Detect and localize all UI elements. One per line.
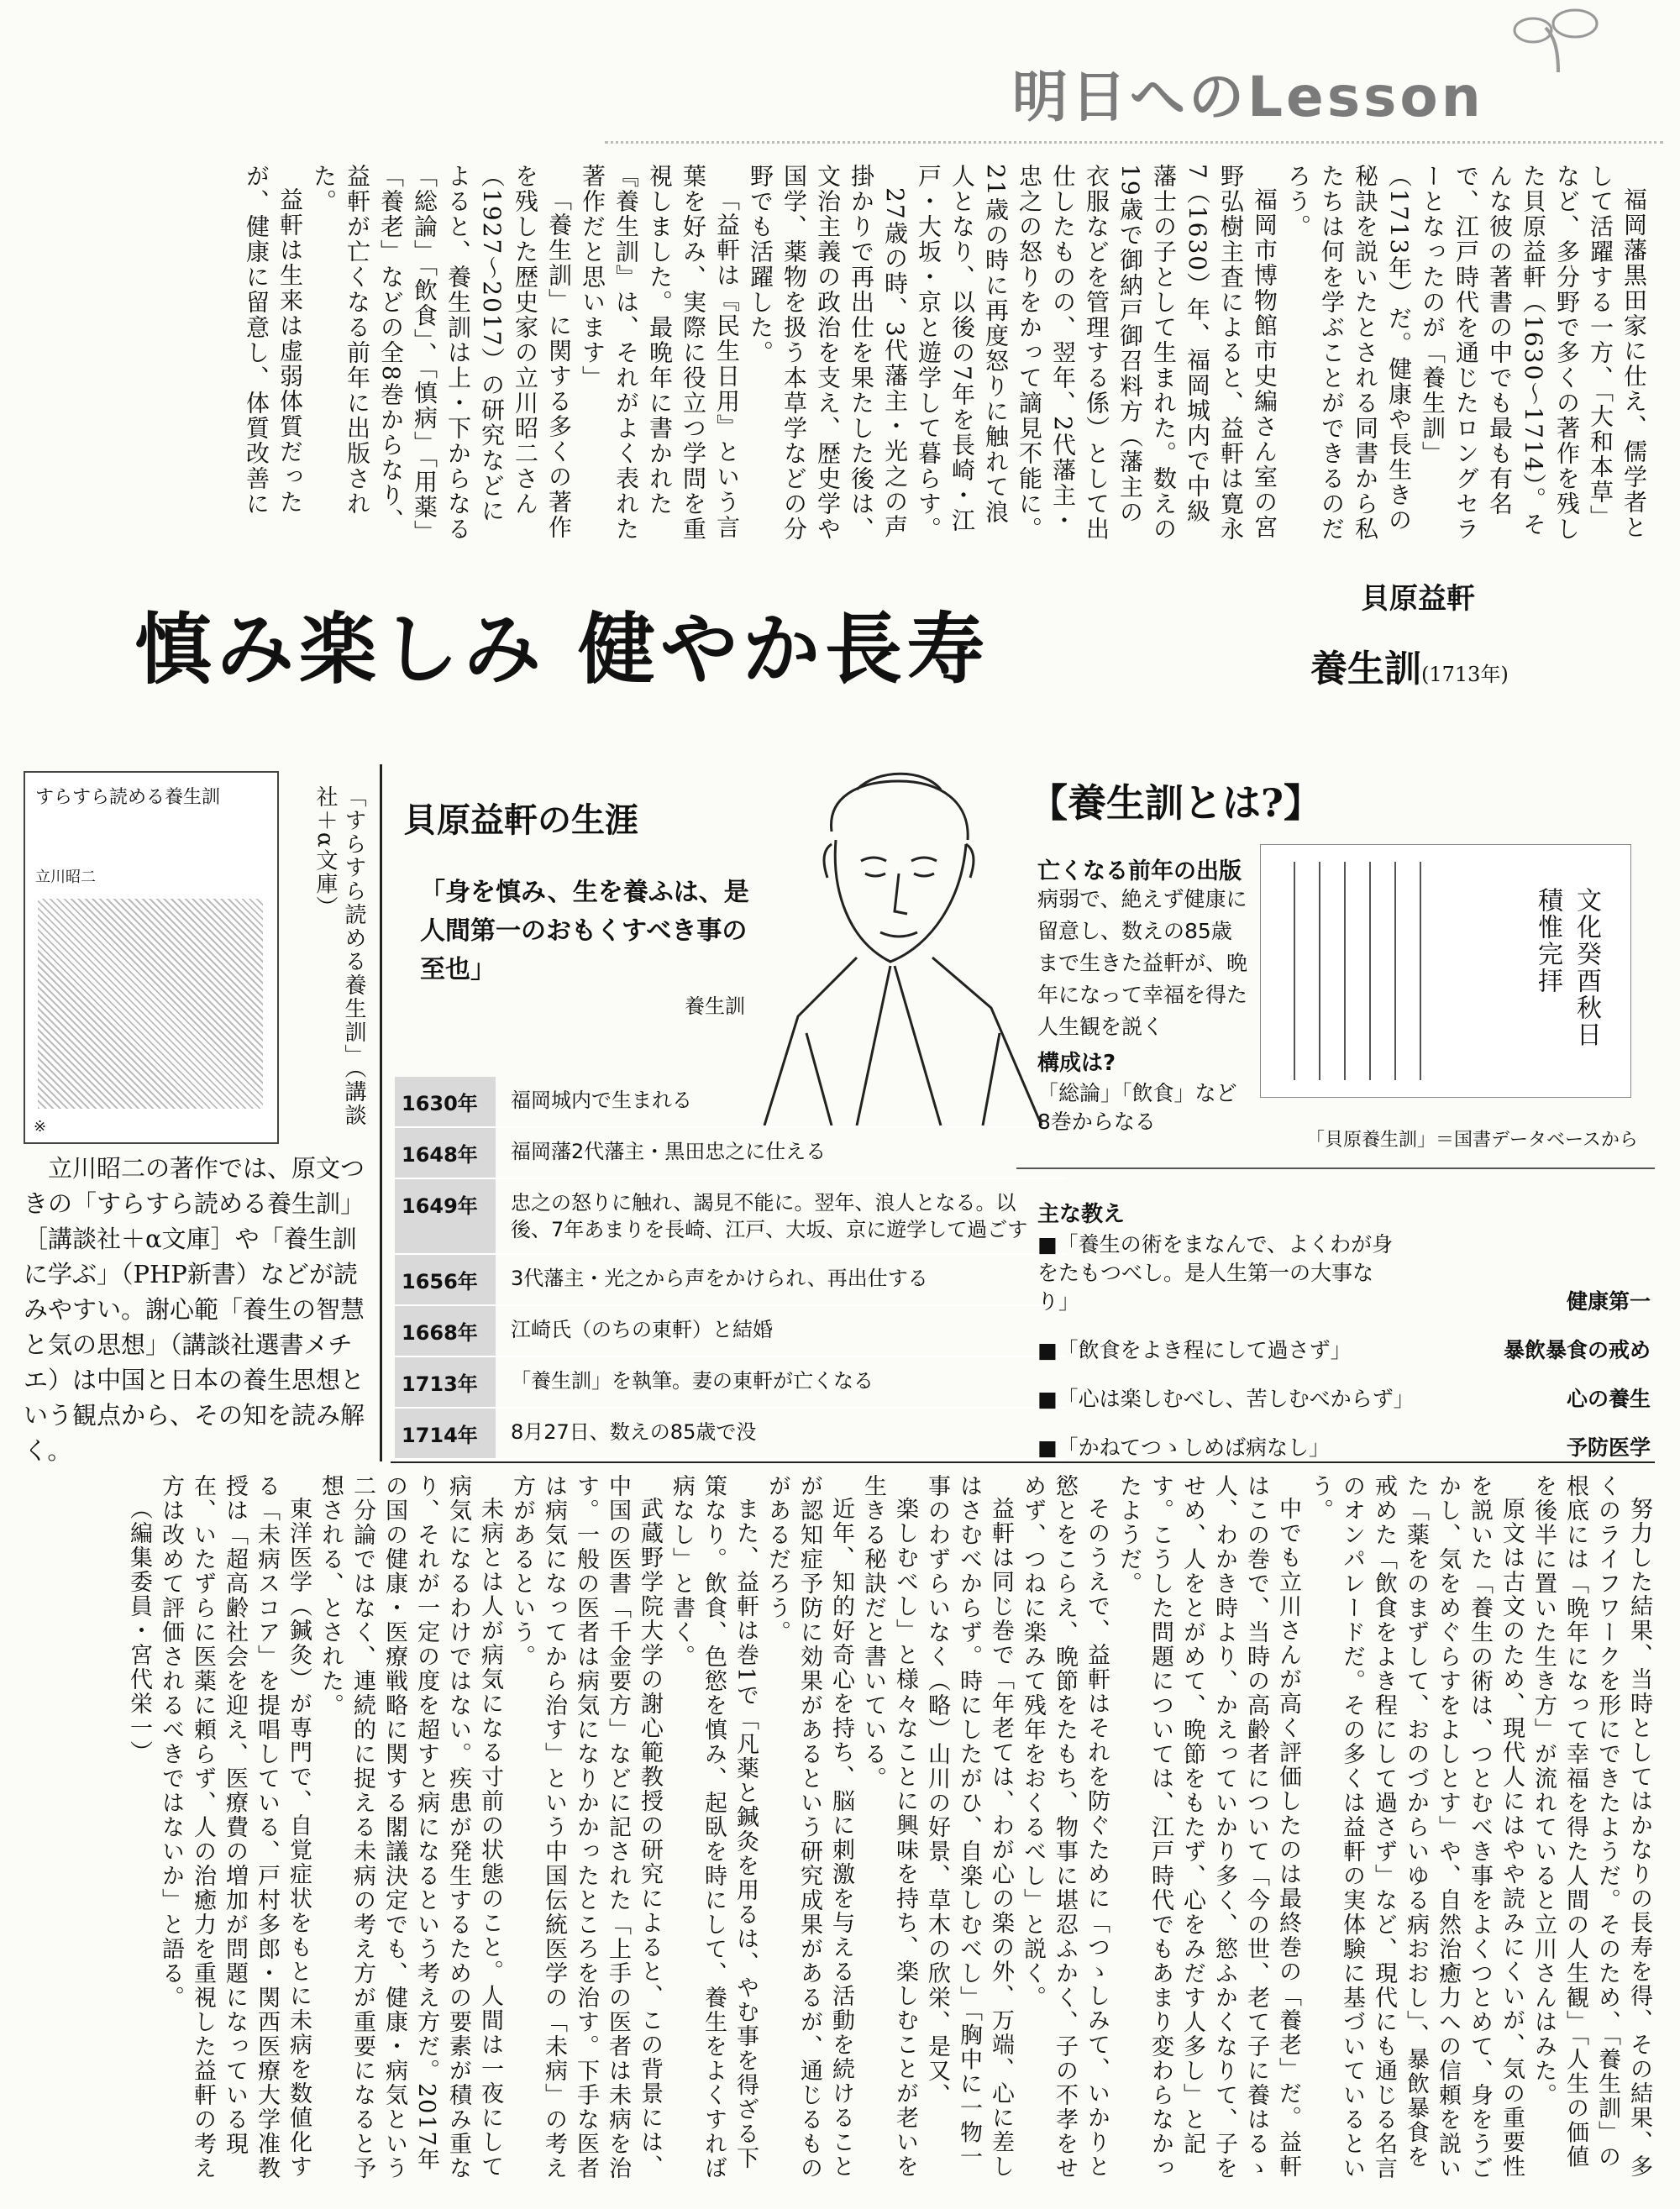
timeline-event: 福岡城内で生まれる <box>511 1089 692 1112</box>
teaching-item <box>1037 1230 1651 1316</box>
bottom-paragraph: 近年、知的好奇心を持ち、脳に刺激を与える活動を続けることが認知症予防に効果があるという研究成果があるが、通じるものがあるだろう。 <box>764 1474 854 2180</box>
scan-line: 文化癸酉秋日 <box>1572 887 1601 1048</box>
timeline-year: 1648年 <box>395 1128 496 1178</box>
bottom-paragraph: 楽しむべし」と様々なことに興味を持ち、楽しむことが老いを生きる秘訣だと書いている。 <box>860 1474 918 2179</box>
teaching-label: 予防医学 <box>1566 1435 1651 1460</box>
portrait-illustration <box>731 764 1050 1125</box>
headline: 慎み楽しみ 健やか長寿 <box>134 604 990 695</box>
teaching-quote: ■「飲食をよき程にして過さず」 <box>1037 1338 1352 1362</box>
top-paragraph: 「養生訓」に関する多くの著作を残した歴史家の立川昭二さん（1927〜2017）の研究などによると、養生訓は上・下からなる「総論」「飲食」、「慎病」「用薬」「養老」などの全8巻からなり、益軒が亡くなる前年に出版された。 <box>310 164 573 542</box>
timeline-row <box>395 1255 1067 1306</box>
timeline-year: 1714年 <box>395 1409 496 1458</box>
bottom-paragraph: そのうえで、益軒はそれを防ぐために「つゝしみて、いかりと慾とをこらえ、晩節をたもち、物事に堪忍ふかく、子の不孝をせめず、つねに楽みて残年をおくるべし」と説く。 <box>1020 1474 1110 2180</box>
scan-text <box>1528 862 1605 1048</box>
scan-left-page <box>1269 853 1454 1089</box>
sprout-icon <box>1495 7 1621 74</box>
timeline-row <box>395 1409 1067 1460</box>
top-paragraph: 27歳の時、3代藩主・光之の声掛かりで再出仕を果たした後は、文治主義の政治を支え、歴史学や国学、薬物を扱う本草学などの分野でも活躍した。 <box>747 164 909 542</box>
bottom-paragraph: 中でも立川さんが高く評価したのは最終巻の「養老」だ。益軒はこの巻で、当時の高齢者について「今の世、老て子に養はるゝ人、わかき時より、かえっていかり多く、慾ふかくなりて、子をせめ、人をとがめて、晩節をもたず、心をみだす人多し」と記す。こうした問題については、江戸時代でもあまり変わらなかったようだ。 <box>1116 1474 1301 2180</box>
book-cover-mark: ※ <box>34 1118 47 1136</box>
top-paragraph: 益軒は生来は虚弱体質だったが、健康に留意し、体質改善に <box>243 164 304 517</box>
top-article <box>17 164 1651 542</box>
column-divider <box>380 764 382 1461</box>
timeline-row <box>395 1306 1067 1357</box>
timeline-row <box>395 1179 1067 1255</box>
yojokun-subtitle: 亡くなる前年の出版 <box>1037 858 1242 884</box>
timeline-year: 1668年 <box>395 1306 496 1356</box>
quote-source: 養生訓 <box>685 994 745 1018</box>
timeline-year: 1630年 <box>395 1077 496 1126</box>
bottom-paragraph: 未病とは人が病気になる寸前の状態のこと。人間は一夜にして病気になるわけではない。疾患が発生するための要素が積み重なり、それが一定の度を超すと病になるという考え方だ。2017年の国の健康・医療戦略に関する閣議決定でも、健康・病気という二分論ではなく、連続的に捉える未病の考え方が重要になると予想される、とされた。 <box>318 1474 503 2180</box>
teaching-item <box>1037 1434 1651 1462</box>
scan-line: 積惟完拝 <box>1533 887 1562 994</box>
timeline-event: 3代藩主・光之から声をかけられ、再出仕する <box>511 1267 928 1290</box>
teaching-label: 暴飲暴食の戒め <box>1503 1338 1651 1362</box>
biography-title: 貝原益軒の生涯 <box>403 800 638 840</box>
book-cover-image <box>24 771 279 1144</box>
teaching-item <box>1037 1385 1651 1414</box>
top-paragraph: 福岡藩黒田家に仕え、儒学者として活躍する一方、「大和本草」など、多分野で多くの著作を残した貝原益軒（1630〜1714）。そんな彼の著書の中でも最も有名で、江戸時代を通じたロングセラーとなったのが「養生訓」（1713年）だ。健康や長生きの秘訣を説いたとされる同書から私たちは何を学ぶことができるのだろう。 <box>1284 164 1648 542</box>
timeline-event: 福岡藩2代藩主・黒田忠之に仕える <box>511 1140 827 1163</box>
book-year: (1713年) <box>1421 663 1509 686</box>
teachings-list <box>1037 1230 1651 1482</box>
timeline-event: 「養生訓」を執筆。妻の東軒が亡くなる <box>511 1369 874 1393</box>
teaching-item <box>1037 1336 1651 1365</box>
series-title: 明日へのLesson <box>1012 65 1484 129</box>
book-cover-pattern <box>38 899 263 1109</box>
teaching-label: 心の養生 <box>1566 1387 1651 1411</box>
timeline-row <box>395 1077 1067 1128</box>
yojokun-question: 構成は? <box>1037 1051 1116 1076</box>
timeline-year: 1649年 <box>395 1179 496 1253</box>
yojokun-scan-image <box>1260 844 1631 1098</box>
teachings-title: 主な教え <box>1037 1202 1126 1227</box>
byline: （編集委員・宮代栄一） <box>126 1497 152 1765</box>
bottom-paragraph: また、益軒は巻1で「凡薬と鍼灸を用るは、やむ事を得ざる下策なり。飲食、色慾を慎み、起臥を時にして、養生をよくすれば病なし」と書く。 <box>669 1474 759 2180</box>
book-title-text: 養生訓 <box>1310 648 1421 690</box>
bottom-paragraph: 努力した結果、当時としてはかなりの長寿を得、その結果、多くのライフワークを形にできたようだ。そのため、「養生訓」の根底には「晩年になって幸福を得た人間の人生観」「人生の価値を後半に置いた生き方」が流れていると立川さんはみた。 <box>1530 1474 1652 2179</box>
teaching-quote: ■「心は楽しむべし、苦しむべからず」 <box>1037 1387 1415 1411</box>
bottom-paragraph: 原文は古文のため、現代人にはやや読みにくいが、気の重要性を説いた「養生の術は、つとむべき事をよくつとめて、身をうごかし、気をめぐらすをよしとす」や、自然治癒力への信頼を説いた「薬をのまずして、おのづからいゆる病おおし」、暴飲暴食を戒めた「飲食をよき程にして過さず」など、現代にも通じる名言のオンパレードだ。その多くは益軒の実体験に基づいているという。 <box>1307 1474 1525 2180</box>
timeline-year: 1656年 <box>395 1255 496 1304</box>
teaching-quote: ■「養生の術をまなんで、よくわが身をたもつべし。是人生第一の大事なり」 <box>1037 1232 1394 1314</box>
yojokun-title: 【養生訓とは?】 <box>1029 780 1322 826</box>
author-name: 貝原益軒 <box>1361 582 1475 616</box>
biography-quote: 「身を慎み、生を養ふは、是人間第一のおもくすべき事の至也」 <box>420 878 749 984</box>
timeline-year: 1713年 <box>395 1357 496 1407</box>
reading-guide-text: 立川昭二の著作では、原文つきの「すらすら読める養生訓」［講談社＋α文庫］や「養生訓に学ぶ」（PHP新書）などが読みやすい。謝心範「養生の智慧と気の思想」（講談社選書メチエ）は中国と日本の養生思想という観点から、その知を読み解く。 <box>24 1154 365 1465</box>
timeline-event: 忠之の怒りに触れ、謁見不能に。翌年、浪人となる。以後、7年あまりを長崎、江戸、大坂、京に遊学して過ごす <box>511 1191 1028 1241</box>
top-paragraph: 「益軒は『民生日用』という言葉を好み、実際に役立つ学問を重視しました。最晩年に書かれた『養生訓』は、それがよく表れた著作だと思います」 <box>579 164 741 542</box>
book-cover-title: すらすら読める養生訓 <box>35 787 221 808</box>
reading-guide <box>24 1151 376 1468</box>
biography-timeline <box>395 1077 1067 1460</box>
scan-caption: 「貝原養生訓」＝国書データベースから <box>1306 1130 1638 1151</box>
bottom-article <box>126 1474 1655 2184</box>
timeline-row <box>395 1128 1067 1179</box>
book-caption: 「すらすら読める養生訓」（講談社＋α文庫） <box>312 785 366 1127</box>
timeline-event: 8月27日、数えの85歳で没 <box>511 1420 757 1444</box>
book-title <box>1310 638 1509 692</box>
book-cover-author: 立川昭二 <box>35 868 96 886</box>
top-paragraph: 福岡市博物館市史編さん室の宮野弘樹主査によると、益軒は寛永7（1630）年、福岡城内で中級藩士の子として生まれた。数えの19歳で御納戸御召料方（藩主の衣服などを管理する係）として出仕したものの、翌年、2代藩主・忠之の怒りをかって謫見不能に。21歳の時に再度怒りに触れて浪人となり、以後の7年を長崎・江戸・大坂・京と遊学して暮らす。 <box>915 164 1278 542</box>
bottom-paragraph: 東洋医学（鍼灸）が専門で、自覚症状をもとに未病を数値化する「未病スコア」を提唱している、戸村多郎・関西医療大学准教授は「超高齢社会を迎え、医療費の増加が問題になっている現在、いたずらに医薬に頼らず、人の治癒力を重視した益軒の考え方は改めて評価されるべきではないか」と語る。 <box>158 1474 312 2180</box>
bottom-paragraph: 武蔵野学院大学の謝心範教授の研究によると、この背景には、中国の医書「千金要方」などに記された「上手の医者は未病を治す。一般の医者は病気になりかかったところを治す。下手な医者は病気になってから治す」という中国伝統医学の「未病」の考え方があるという。 <box>509 1474 663 2180</box>
bottom-paragraph: 益軒は同じ巻で「年老ては、わが心の楽の外、万端、心に差しはさむべからず。時にしたがひ、自楽しむべし」「胸中に一物一事のわずらいなく（略）山川の好景、草木の欣栄、是又、 <box>924 1474 1014 2179</box>
timeline-row <box>395 1357 1067 1409</box>
yojokun-answer: 「総論」「飲食」など8巻からなる <box>1037 1081 1237 1134</box>
teaching-quote: ■「かねてつゝしめば病なし」 <box>1037 1435 1330 1460</box>
section-divider <box>1016 1167 1655 1169</box>
teaching-label: 健康第一 <box>1566 1289 1651 1314</box>
timeline-event: 江崎氏（のちの東軒）と結婚 <box>511 1318 773 1341</box>
yojokun-body: 病弱で、絶えず健康に留意し、数えの85歳まで生きた益軒が、晩年になって幸福を得た人生観を説く <box>1037 887 1248 1039</box>
